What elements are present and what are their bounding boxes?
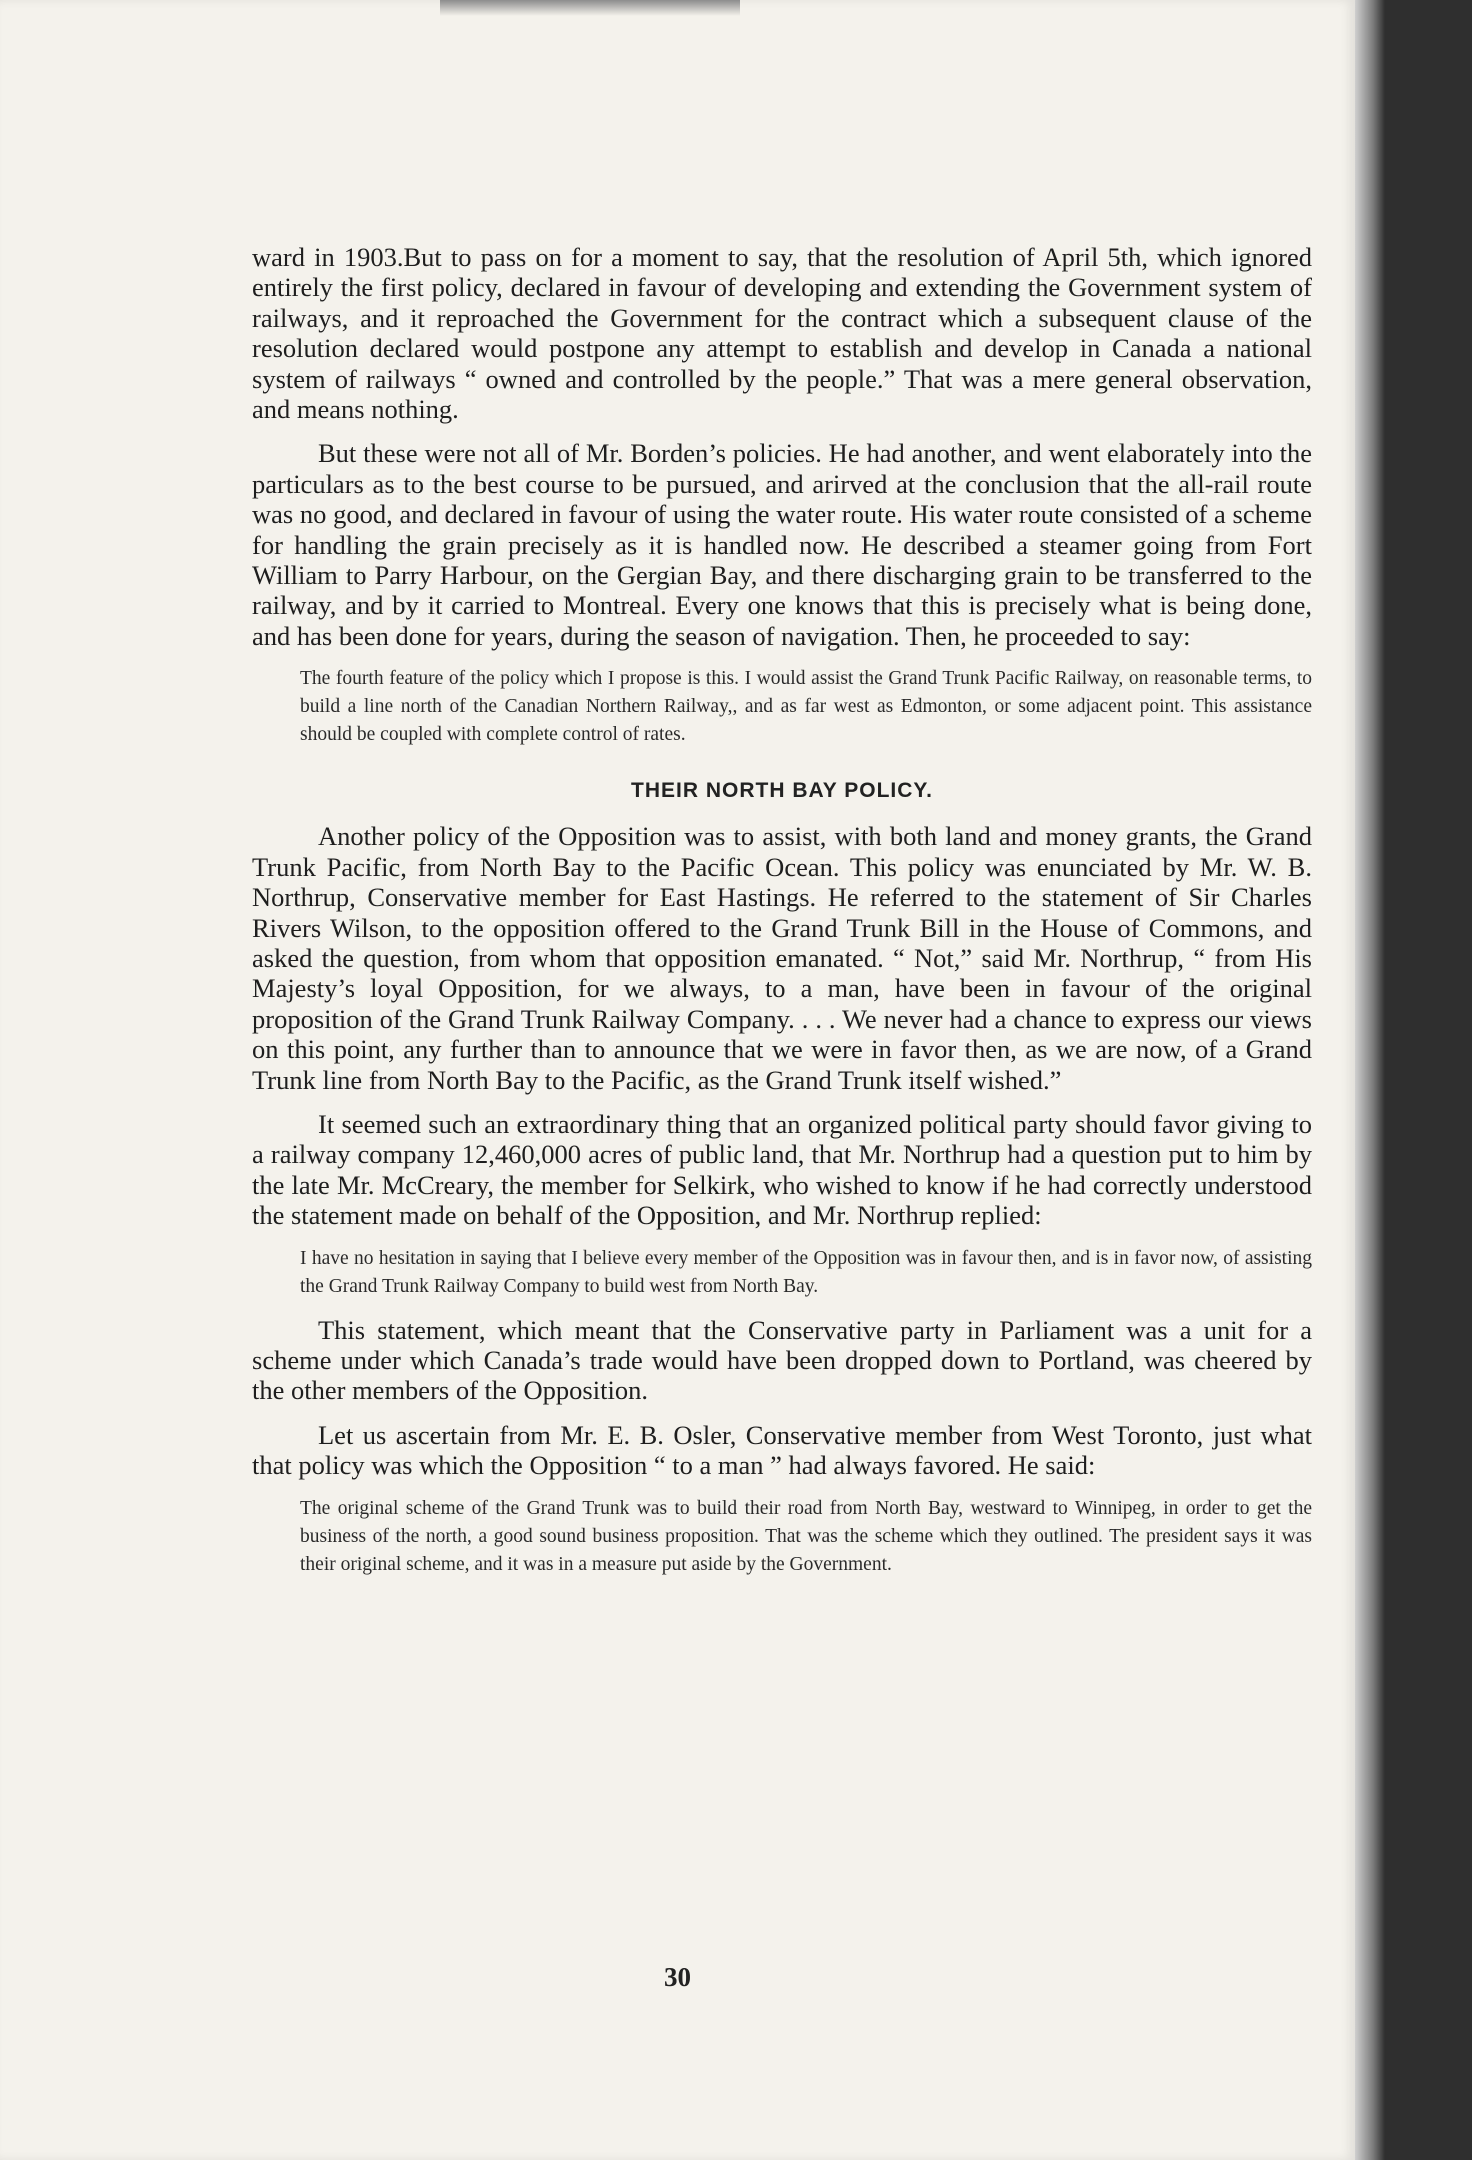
binding-shadow [440,0,740,16]
block-quote-northrup: I have no hesitation in saying that I believe every member of the Opposition was in favour then, and is in favor now, of assisting the Grand Trunk Railway Company to build west from North Bay. [300,1247,1312,1297]
block-quote-osler: The original scheme of the Grand Trunk was to build their road from North Bay, westward to Winnipeg, in order to get the business of the north, a good sound business proposition. That was the scheme which they outlined. The president says it was their original scheme, and it was in a measure put aside by the Government. [300,1497,1312,1575]
block-quote-borden: The fourth feature of the policy which I propose is this. I would assist the Grand Trunk Pacific Railway, on reasonable terms, to build a line north of the Canadian Northern Railway,, and as far west as Edmonton, or some adjacent point. This assistance should be coupled with complete control of rates. [300,668,1312,746]
paragraph-conservative-statement: This statement, which meant that the Conservative party in Parliament was a unit for a scheme under which Canada’s trade would have been dropped down to Portland, was cheered by the other members of the Opposition. [252,1314,1312,1406]
page-body [252,242,1312,1593]
paragraph-osler: Let us ascertain from Mr. E. B. Osler, Conservative member from West Toronto, just what that policy was which the Opposition “ to a man ” had always favored. He said: [252,1419,1312,1481]
page-edge [1355,0,1385,2160]
page-number: 30 [664,1962,691,1992]
section-heading: THEIR NORTH BAY POLICY. [631,779,933,803]
paragraph-continuation: ward in 1903.But to pass on for a moment to say, that the resolution of April 5th, which ignored entirely the first policy, declared in favour of developing and extending the Government system of railways, and it reproached the Government for the contract which a subsequent clause of the resolution declared would postpone any attempt to establish and develop in Canada a national system of railways “ owned and controlled by the people.” That was a mere general observation, and means nothing. [252,242,1312,425]
paragraph-land-grant: It seemed such an extraordinary thing that an organized political party should favor giving to a railway company 12,460,000 acres of public land, that Mr. Northrup had a question put to him by the late Mr. McCreary, the member for Selkirk, who wished to know if he had correctly understood the statement made on behalf of the Opposition, and Mr. Northrup replied: [252,1108,1312,1231]
paragraph-north-bay-policy: Another policy of the Opposition was to assist, with both land and money grants, the Grand Trunk Pacific, from North Bay to the Pacific Ocean. This policy was enunciated by Mr. W. B. Northrup, Conservative member for East Hastings. He referred to the statement of Sir Charles Rivers Wilson, to the opposition offered to the Grand Trunk Bill in the House of Commons, and asked the question, from whom that opposition emanated. “ Not,” said Mr. Northrup, “ from His Majesty’s loyal Opposition, for we always, to a man, have been in favour of the original proposition of the Grand Trunk Railway Company. . . . We never had a chance to express our views on this point, any further than to announce that we were in favor then, as we are now, of a Grand Trunk line from North Bay to the Pacific, as the Grand Trunk itself wished.” [252,821,1312,1095]
paragraph-borden-policies: But these were not all of Mr. Borden’s policies. He had another, and went elaborately into the particulars as to the best course to be pursued, and arirved at the conclusion that the all-rail route was no good, and declared in favour of using the water route. His water route consisted of a scheme for handling the grain precisely as it is handled now. He described a steamer going from Fort William to Parry Harbour, on the Gergian Bay, and there discharging grain to be transferred to the railway, and by it carried to Montreal. Every one knows that this is precisely what is being done, and has been done for years, during the season of navigation. Then, he proceeded to say: [252,438,1312,651]
